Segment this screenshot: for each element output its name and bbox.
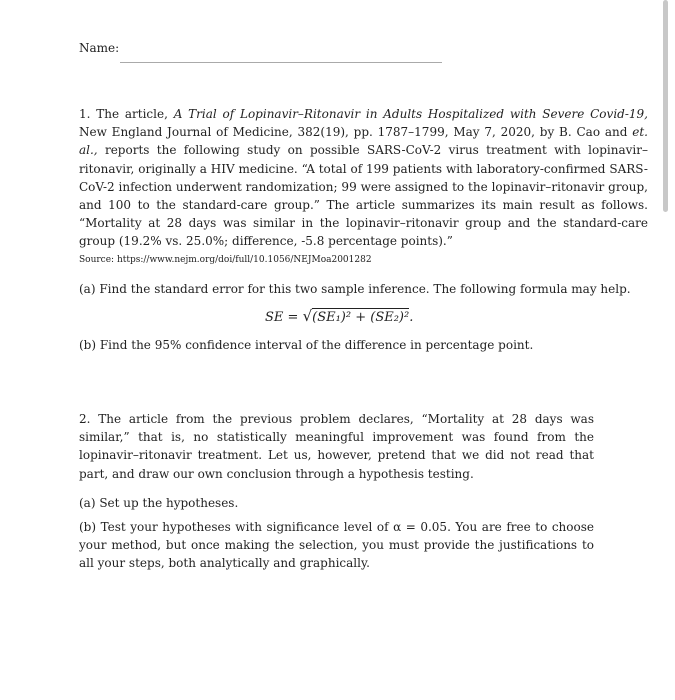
article-citation: New England Journal of Medicine, 382(19), pp. 1787–1799, May 7, 2020, by B. Cao and [79,125,628,140]
scrollbar[interactable] [663,0,668,212]
problem-1-body: reports the following study on possible SARS-CoV-2 virus treatment with lopinavir–ritonavir, originally a HIV medicine. “A total of 199 patients with laboratory-confirmed SARS-CoV-2 infection underwent randomization; 99 were assigned to the lopinavir–ritonavir group, and 100 to the standard-care group.” The article summarizes its main result as follows. “Mortality at 28 days was similar in the lopinavir–ritonavir group and the standard-care group (19.2% vs. 25.0%; difference, -5.8 percentage points).” [79,143,648,249]
article-title: A Trial of Lopinavir–Ritonavir in Adults Hospitalized with Severe Covid-19, [173,107,648,121]
sqrt-symbol: √ [302,307,313,325]
se-formula [265,307,413,325]
problem-1-part-b: (b) Find the 95% confidence interval of the difference in percentage point. [79,338,534,352]
et-al: et. al., [79,125,648,158]
problem-1-text [79,105,648,269]
formula-lhs: SE = [265,310,299,325]
formula-radicand: (SE₁)² + (SE₂)² [312,310,410,325]
problem-2-text: 2. The article from the previous problem declares, “Mortality at 28 days was similar,” that is, no statistically meaningful improvement was found from the lopinavir–ritonavir treatment. Let us, however, pretend that we did not read that part, and draw our own conclusion through a hypothesis testing. [79,412,594,481]
source-line: Source: https://www.nejm.org/doi/full/10.1056/NEJMoa2001282 [79,254,372,265]
problem-2-part-b: (b) Test your hypotheses with significance level of α = 0.05. You are free to choose your method, but once making the selection, you must provide the justifications to all your steps, both analytically and graphically. [79,520,594,571]
problem-2-part-a: (a) Set up the hypotheses. [79,496,239,510]
name-label: Name: [79,41,120,55]
formula-end: . [409,310,414,325]
problem-1-part-a: (a) Find the standard error for this two sample inference. The following formula may help. [79,282,631,296]
problem-1-number: 1. [79,107,91,121]
problem-1-intro: The article, [96,107,168,121]
name-underline [120,62,442,63]
